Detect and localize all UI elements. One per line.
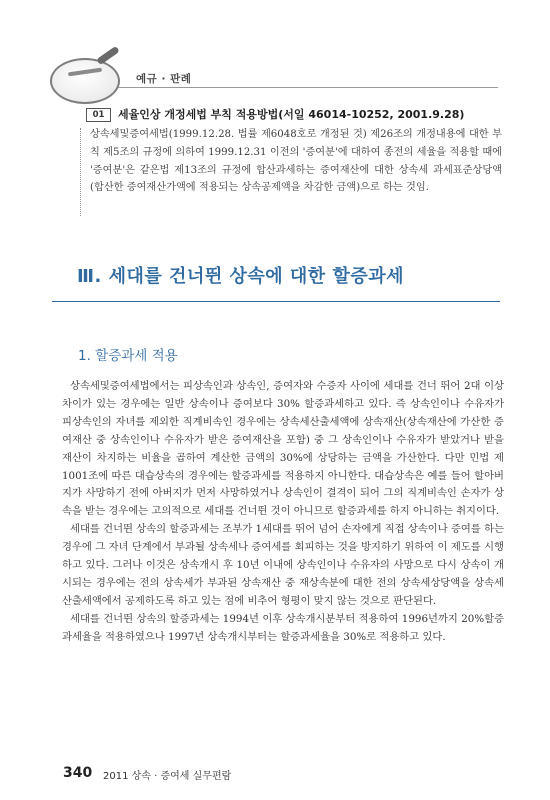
header-label: 예규 · 판례 [136,73,192,85]
header-rule [118,87,498,88]
ruling-side-rule [80,128,82,216]
ruling-paragraph: 상속세및증여세법(1999.12.28. 법률 제6048호로 개정된 것) 제26조의 개정내용에 대한 부칙 제5조의 규정에 의하여 1999.12.31 이전의 '증여분'에 대하여 종전의 세율을 적용할 때에 '증여분'은 같은법 제13조의 규정에 합산과세하는 증여재산에 대한 상속세 과세표준상당액(합산한 증여재산가액에 적용되는 상속공제액을 차감한 금액)으로 하는 것임. [90,129,502,194]
footer-book-title: 2011 상속 · 증여세 실무편람 [103,771,232,782]
ruling-number-badge: 01 [86,108,111,122]
main-body [62,378,504,647]
ruling-title: 세율인상 개정세법 부칙 적용방법(서일 46014-10252, 2001.9.28) [118,108,465,121]
page-number: 340 [63,765,93,781]
gavel-icon [96,46,120,65]
section-rule [52,301,500,302]
header-emblem [50,58,120,104]
body-paragraph: 상속세및증여세법에서는 피상속인과 상속인, 증여자와 수증자 사이에 세대를 건너 뛰어 2대 이상 차이가 있는 경우에는 일반 상속이나 증여보다 30% 할증과세하고 있다. 즉 상속인이나 수유자가 피상속인의 자녀를 제외한 직계비속인 경우에는 상속세산출세액에 상속재산(상속재산에 가산한 증여재산 중 상속인이나 수유자가 받은 증여재산을 포함) 중 그 상속인이나 수유자가 받았거나 받을 재산이 차지하는 비율을 곱하여 계산한 금액의 30%에 상당하는 금액을 가산한다. 다만 민법 제1001조에 따른 대습상속의 경우에는 할증과세를 적용하지 아니한다. 대습상속은 예를 들어 할아버지가 사망하기 전에 아버지가 먼저 사망하였거나 상속인이 결격이 되어 그의 직계비속인 손자가 상속을 받는 경우에는 고의적으로 세대를 건너뛴 것이 아니므로 할증과세를 하지 아니하는 취지이다. [62,380,504,518]
section-title: Ⅲ. 세대를 건너뛴 상속에 대한 할증과세 [77,266,405,287]
body-paragraph: 세대를 건너뛴 상속의 할증과세는 1994년 이후 상속개시분부터 적용하여 1996년까지 20%할증과세율을 적용하였으나 1997년 상속개시부터는 할증과세율을 30%로 적용하고 있다. [62,612,504,643]
body-paragraph: 세대를 건너뛴 상속의 할증과세는 조부가 1세대를 뛰어 넘어 손자에게 직접 상속이나 증여를 하는 경우에 그 자녀 단계에서 부과될 상속세나 증여세를 회피하는 것을 방지하기 위하여 이 제도를 시행하고 있다. 그러나 이것은 상속개시 후 10년 이내에 상속인이나 수유자의 사망으로 다시 상속이 개시되는 경우에는 전의 상속세가 부과된 상속재산 중 재상속분에 대한 전의 상속세상당액을 상속세산출세액에서 공제하도록 하고 있는 점에 비추어 형평이 맞지 않는 것으로 판단된다. [62,523,504,607]
subsection-title: 1. 할증과세 적용 [78,348,178,364]
ruling-body [90,126,502,197]
